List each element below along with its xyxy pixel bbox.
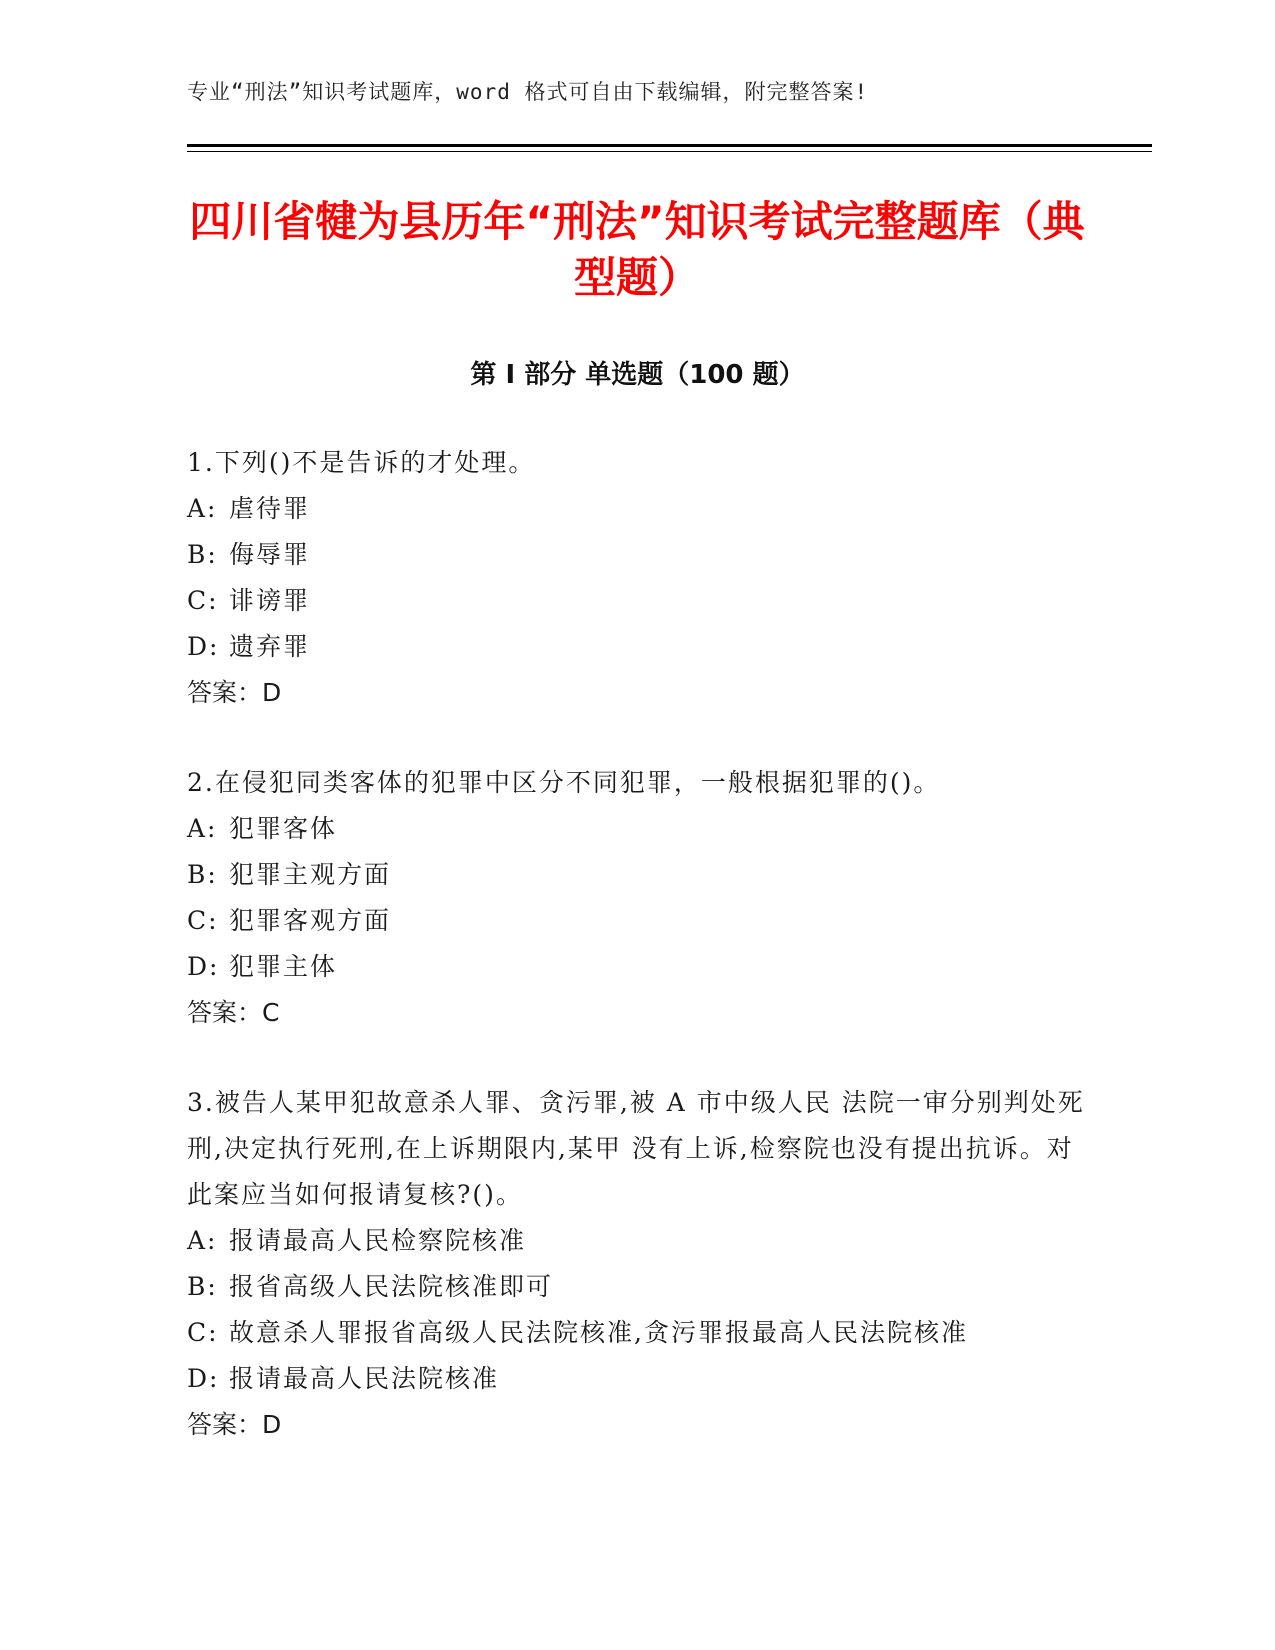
option-key: C:: [187, 1318, 219, 1347]
option-d: [187, 624, 1087, 670]
answer-text: 答案：C: [187, 998, 280, 1027]
option-text: 虐待罪: [229, 494, 311, 523]
document-title: 四川省犍为县历年“刑法”知识考试完整题库（典型题）: [189, 197, 1085, 302]
option-key: B:: [187, 860, 218, 889]
option-a: [187, 486, 1087, 532]
question-text: 3.被告人某甲犯故意杀人罪、贪污罪,被 A 市中级人民 法院一审分别判处死刑,决定执行死刑,在上诉期限内,某甲 没有上诉,检察院也没有提出抗诉。对此案应当如何报请复核?()。: [187, 1088, 1085, 1209]
option-list: [187, 806, 1087, 990]
option-text: 犯罪客观方面: [229, 906, 392, 935]
answer-text: 答案：D: [187, 1410, 282, 1439]
option-c: [187, 898, 1087, 944]
option-key: C:: [187, 906, 219, 935]
option-text: 诽谤罪: [229, 586, 311, 615]
question-item: [187, 440, 1087, 716]
option-a: [187, 806, 1087, 852]
option-key: A:: [187, 494, 218, 523]
option-b: [187, 1264, 1087, 1310]
answer-text: 答案：D: [187, 678, 282, 707]
option-d: [187, 1356, 1087, 1402]
option-b: [187, 532, 1087, 578]
option-key: A:: [187, 814, 218, 843]
option-text: 犯罪客体: [229, 814, 338, 843]
option-key: D:: [187, 632, 220, 661]
option-c: [187, 578, 1087, 624]
question-item: [187, 1080, 1087, 1448]
question-item: [187, 760, 1087, 1036]
option-text: 报省高级人民法院核准即可: [229, 1272, 554, 1301]
option-key: D:: [187, 1364, 220, 1393]
option-b: [187, 852, 1087, 898]
option-a: [187, 1218, 1087, 1264]
option-text: 侮辱罪: [229, 540, 311, 569]
header-rule-thick: [187, 144, 1152, 147]
section-heading: 第 I 部分 单选题（100 题）: [470, 360, 805, 390]
question-text: 2.在侵犯同类客体的犯罪中区分不同犯罪，一般根据犯罪的()。: [187, 768, 941, 797]
option-key: B:: [187, 1272, 218, 1301]
option-key: C:: [187, 586, 219, 615]
option-text: 报请最高人民检察院核准: [229, 1226, 527, 1255]
option-list: [187, 1218, 1087, 1402]
option-text: 遗弃罪: [229, 632, 311, 661]
option-list: [187, 486, 1087, 670]
option-key: A:: [187, 1226, 218, 1255]
option-text: 犯罪主观方面: [229, 860, 392, 889]
option-c: [187, 1310, 1087, 1356]
option-key: B:: [187, 540, 218, 569]
option-text: 故意杀人罪报省高级人民法院核准,贪污罪报最高人民法院核准: [229, 1318, 968, 1347]
option-text: 犯罪主体: [229, 952, 338, 981]
question-list: [187, 440, 1087, 1492]
question-text: 1.下列()不是告诉的才处理。: [187, 448, 536, 477]
option-key: D:: [187, 952, 220, 981]
option-text: 报请最高人民法院核准: [229, 1364, 500, 1393]
header-rule-thin: [187, 151, 1152, 152]
header-note: 专业“刑法”知识考试题库，word 格式可自由下载编辑，附完整答案!: [187, 80, 869, 104]
option-d: [187, 944, 1087, 990]
